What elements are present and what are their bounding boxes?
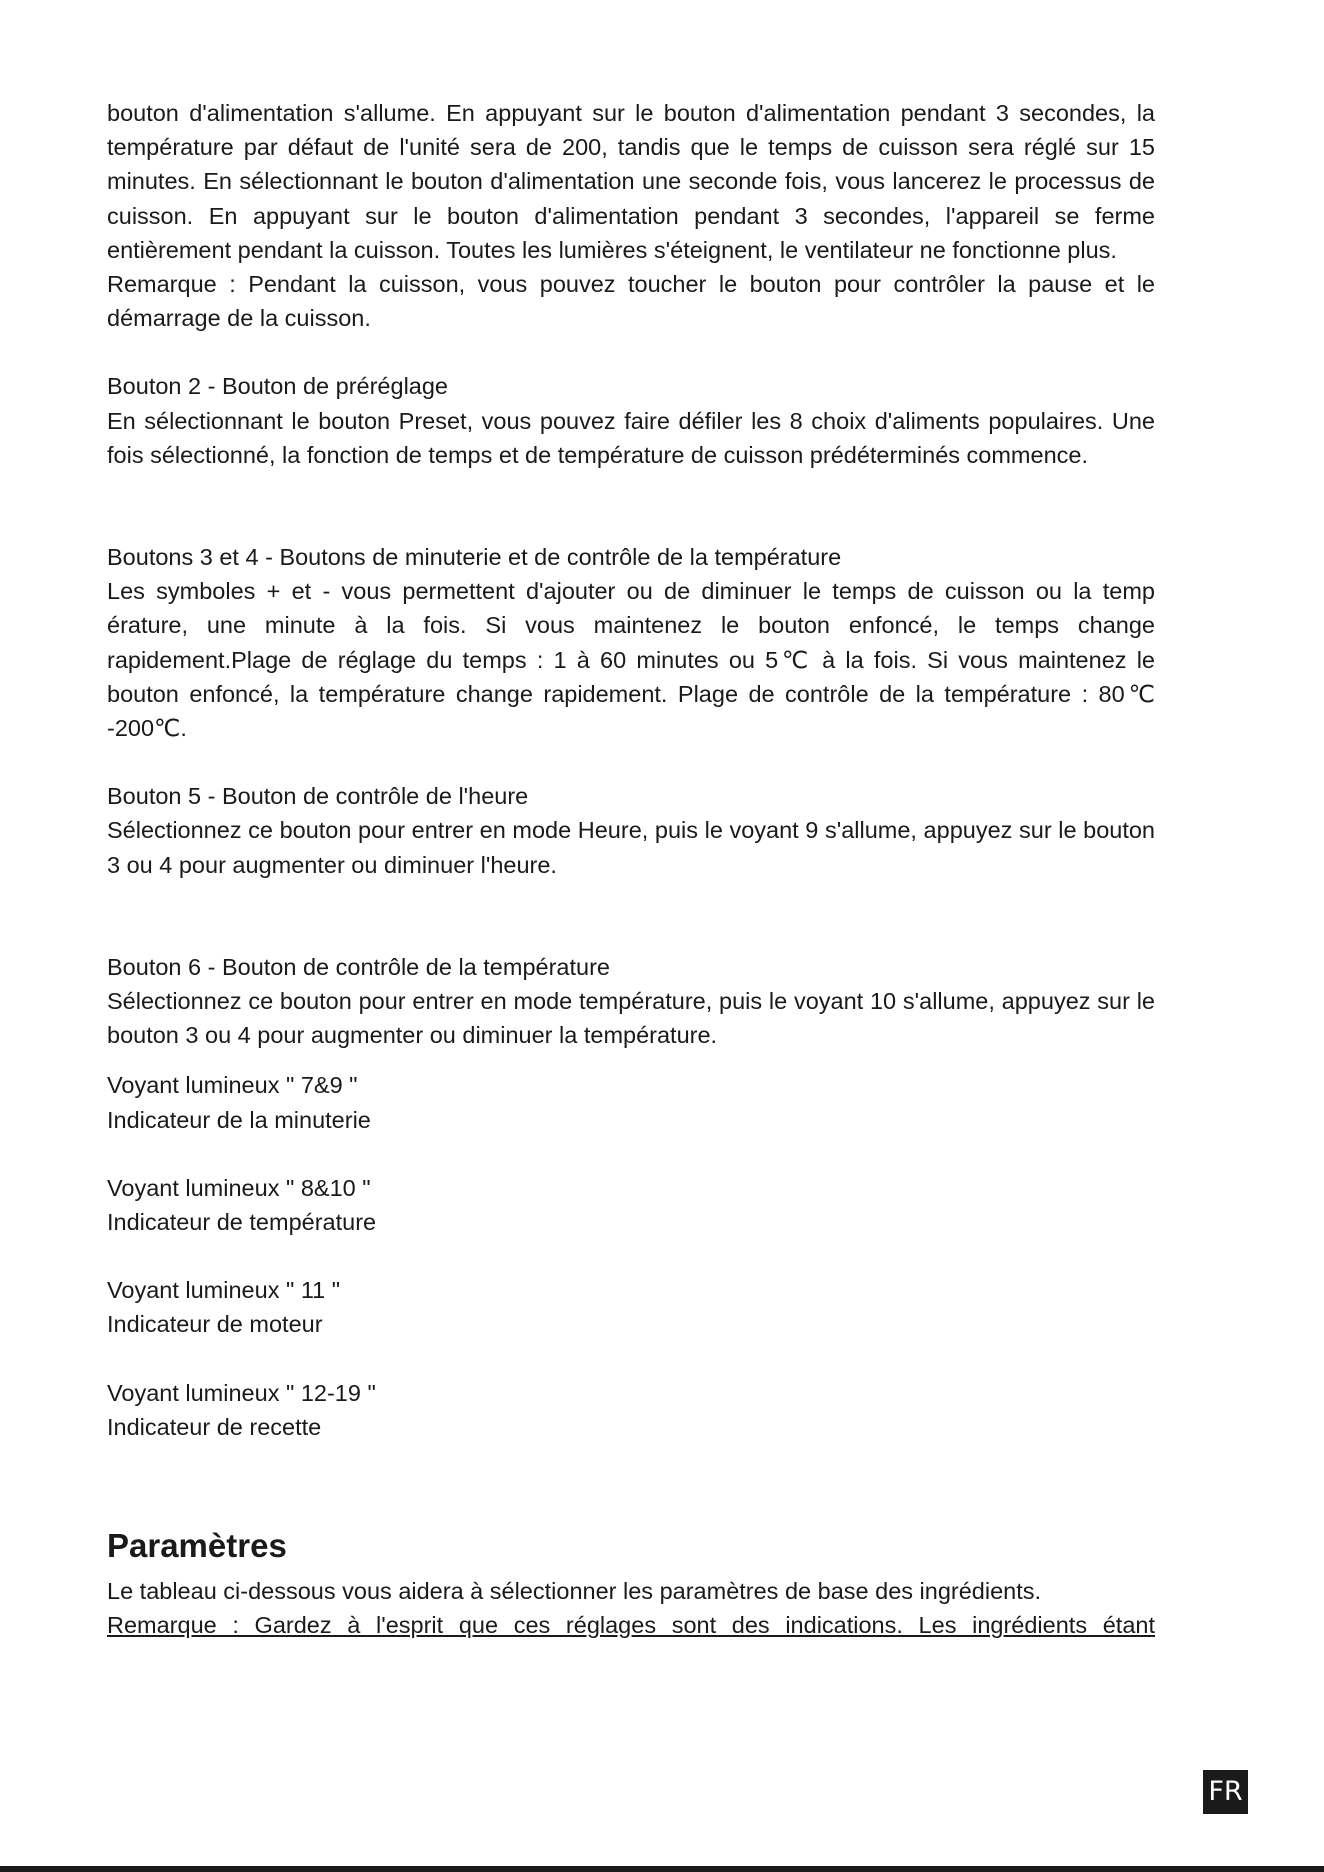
bottom-border <box>0 1866 1324 1872</box>
indicator-7-9 <box>107 1068 1155 1136</box>
indicator-title: Voyant lumineux " 12-19 " <box>107 1379 376 1406</box>
section-heading: Bouton 2 - Bouton de préréglage <box>107 373 449 400</box>
language-badge: FR <box>1203 1770 1248 1814</box>
indicator-title: Voyant lumineux " 7&9 " <box>107 1072 358 1099</box>
section-button-6 <box>107 950 1155 1053</box>
section-button-5 <box>107 779 1155 882</box>
document-page <box>107 96 1155 1643</box>
section-heading: Bouton 6 - Bouton de contrôle de la température <box>107 953 610 980</box>
section-body: En sélectionnant le bouton Preset, vous pouvez faire défiler les 8 choix d'aliments populaires. Une fois sélectionné, la fonction de temps et de température de cuisson prédéterminés commence. <box>107 407 1155 468</box>
indicator-desc: Indicateur de recette <box>107 1413 322 1440</box>
parametres-title: Paramètres <box>107 1527 287 1565</box>
indicator-8-10 <box>107 1171 1155 1239</box>
section-buttons-3-4 <box>107 540 1155 745</box>
indicator-desc: Indicateur de température <box>107 1209 377 1236</box>
indicator-12-19 <box>107 1376 1155 1444</box>
section-body: Sélectionnez ce bouton pour entrer en mode température, puis le voyant 10 s'allume, appuyez sur le bouton 3 ou 4 pour augmenter ou diminuer la température. <box>107 988 1155 1049</box>
indicator-desc: Indicateur de moteur <box>107 1311 323 1338</box>
parametres-section <box>107 1524 1155 1642</box>
section-heading: Boutons 3 et 4 - Boutons de minuterie et de contrôle de la température <box>107 544 842 571</box>
intro-note: Remarque : Pendant la cuisson, vous pouvez toucher le bouton pour contrôler la pause et le démarrage de la cuisson. <box>107 271 1155 332</box>
section-button-2 <box>107 369 1155 472</box>
indicator-title: Voyant lumineux " 11 " <box>107 1277 341 1304</box>
indicator-desc: Indicateur de la minuterie <box>107 1106 371 1133</box>
section-body: Les symboles + et - vous permettent d'ajouter ou de diminuer le temps de cuisson ou la temp érature, une minute à la fois. Si vous maintenez le bouton enfoncé, le temps change rapidement.Plage de réglage du temps : 1 à 60 minutes ou 5℃ à la fois. Si vous maintenez le bouton enfoncé, la température change rapidement. Plage de contrôle de la température : 80℃ -200℃. <box>107 578 1155 742</box>
intro-paragraph: bouton d'alimentation s'allume. En appuyant sur le bouton d'alimentation pendant 3 secondes, la température par défaut de l'unité sera de 200, tandis que le temps de cuisson sera réglé sur 15 minutes. En sélectionnant le bouton d'alimentation une seconde fois, vous lancerez le processus de cuisson. En appuyant sur le bouton d'alimentation pendant 3 secondes, l'appareil se ferme entièrement pendant la cuisson. Toutes les lumières s'éteignent, le ventilateur ne fonctionne plus. <box>107 100 1155 263</box>
indicator-11 <box>107 1273 1155 1341</box>
section-body: Sélectionnez ce bouton pour entrer en mode Heure, puis le voyant 9 s'allume, appuyez sur le bouton 3 ou 4 pour augmenter ou diminuer l'heure. <box>107 817 1155 878</box>
parametres-note: Remarque : Gardez à l'esprit que ces réglages sont des indications. Les ingrédients étant <box>107 1612 1155 1639</box>
section-heading: Bouton 5 - Bouton de contrôle de l'heure <box>107 783 529 810</box>
indicator-title: Voyant lumineux " 8&10 " <box>107 1174 371 1201</box>
parametres-intro: Le tableau ci-dessous vous aidera à sélectionner les paramètres de base des ingrédients. <box>107 1578 1042 1605</box>
